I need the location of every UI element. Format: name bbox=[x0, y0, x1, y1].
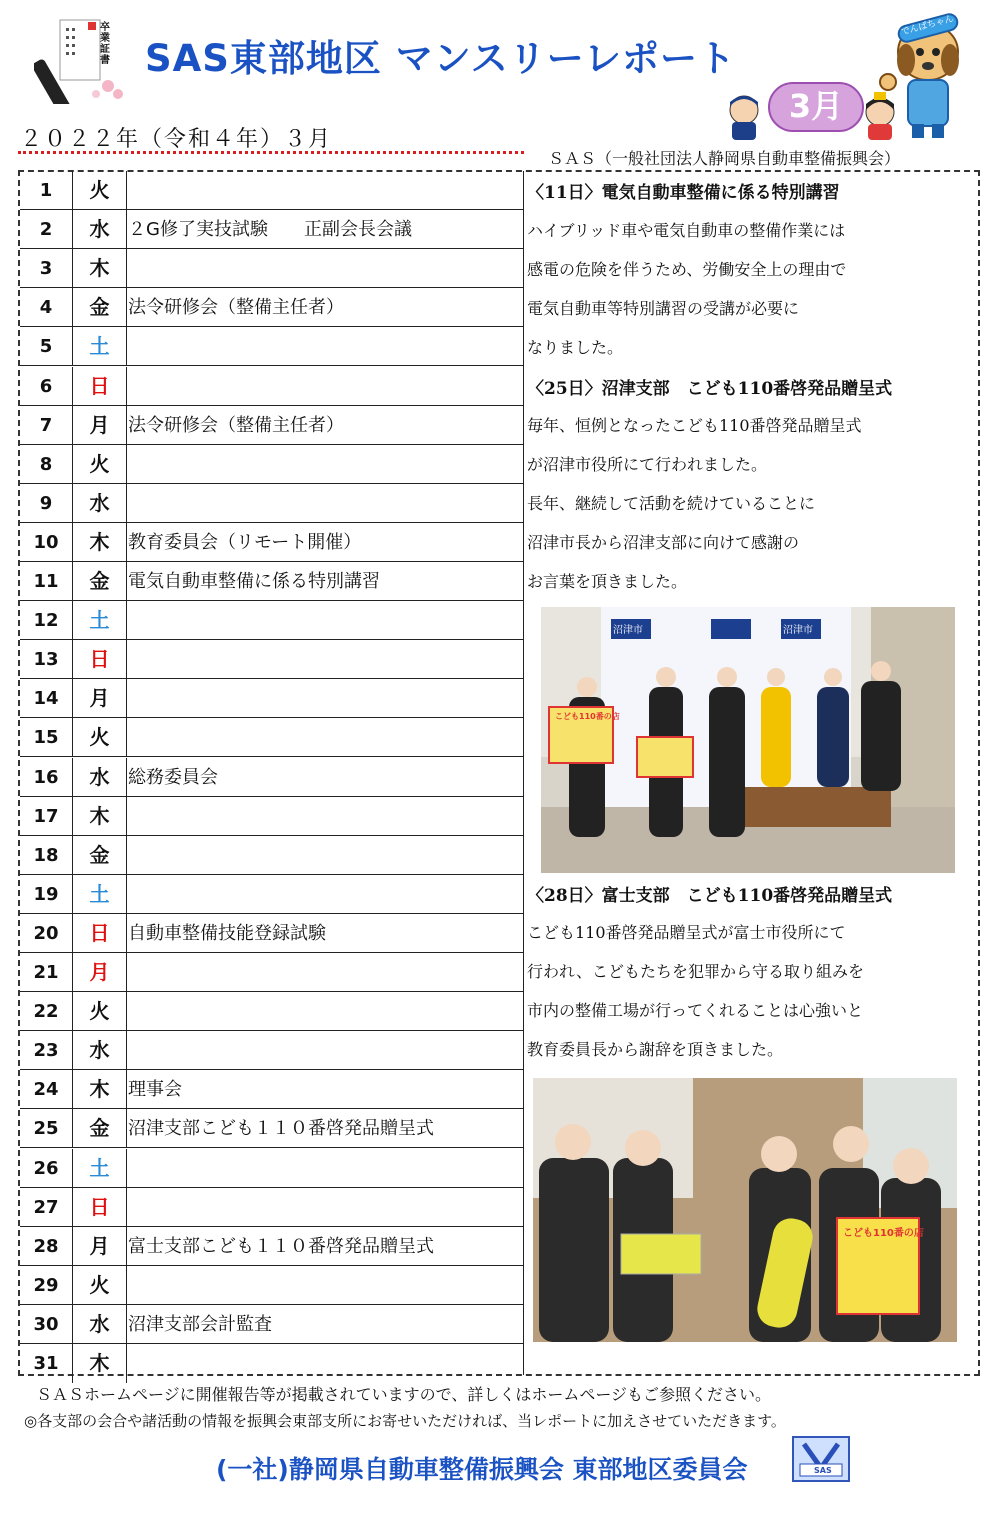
photo1-backdrop-text: 沼津市 bbox=[613, 625, 643, 636]
report-heading-28: 〈28日〉富士支部 こども110番啓発品贈呈式 bbox=[527, 886, 893, 906]
calendar-event bbox=[128, 1031, 524, 1070]
calendar-event bbox=[128, 484, 524, 523]
calendar-row bbox=[20, 484, 524, 523]
calendar-event: ２G修了実技試験 正副会長会議 bbox=[128, 219, 412, 241]
footer-note-1: ＳＡＳホームページに開催報告等が掲載されていますので、詳しくはホームページもご参照ください。 bbox=[36, 1385, 772, 1404]
calendar-day-number: 10 bbox=[20, 523, 73, 562]
calendar-event bbox=[128, 1149, 524, 1188]
mascot-sign: でんぱちゃん bbox=[900, 14, 955, 38]
calendar-event bbox=[128, 718, 524, 757]
calendar-day-number: 26 bbox=[20, 1149, 73, 1188]
calendar-day-number: 21 bbox=[20, 953, 73, 992]
calendar-event bbox=[128, 1344, 524, 1383]
calendar-weekday: 火 bbox=[73, 718, 127, 757]
calendar-weekday: 土 bbox=[73, 1149, 127, 1188]
calendar-row bbox=[20, 288, 524, 327]
calendar-row bbox=[20, 249, 524, 288]
calendar-event: 自動車整備技能登録試験 bbox=[128, 922, 326, 944]
calendar-day-number: 23 bbox=[20, 1031, 73, 1070]
calendar-day-number: 12 bbox=[20, 601, 73, 640]
calendar-event: 法令研修会（整備主任者） bbox=[128, 297, 344, 319]
calendar-row bbox=[20, 1227, 524, 1266]
numazu-ceremony-photo bbox=[541, 607, 955, 873]
calendar-row bbox=[20, 758, 524, 797]
report-text-line: お言葉を頂きました。 bbox=[527, 572, 688, 591]
calendar-weekday: 木 bbox=[73, 797, 127, 836]
calendar-weekday: 火 bbox=[73, 445, 127, 484]
calendar-event bbox=[128, 1266, 524, 1305]
calendar-day-number: 28 bbox=[20, 1227, 73, 1266]
calendar-row bbox=[20, 875, 524, 914]
calendar-row bbox=[20, 1266, 524, 1305]
calendar-weekday: 水 bbox=[73, 484, 127, 523]
calendar-row bbox=[20, 406, 524, 445]
calendar-event bbox=[128, 1188, 524, 1227]
calendar-day-number: 6 bbox=[20, 367, 73, 406]
calendar-event: 総務委員会 bbox=[128, 766, 218, 788]
month-badge: 3月 bbox=[768, 82, 864, 132]
calendar-day-number: 5 bbox=[20, 327, 73, 366]
calendar-day-number: 29 bbox=[20, 1266, 73, 1305]
calendar-row bbox=[20, 679, 524, 718]
calendar-weekday: 火 bbox=[73, 992, 127, 1031]
calendar-row bbox=[20, 1070, 524, 1109]
calendar-day-number: 3 bbox=[20, 249, 73, 288]
report-heading-25: 〈25日〉沼津支部 こども110番啓発品贈呈式 bbox=[527, 379, 893, 399]
calendar-weekday: 火 bbox=[73, 171, 127, 210]
calendar-row bbox=[20, 992, 524, 1031]
calendar-row bbox=[20, 523, 524, 562]
calendar-row bbox=[20, 367, 524, 406]
calendar-day-number: 15 bbox=[20, 718, 73, 757]
calendar-event bbox=[128, 836, 524, 875]
calendar-event bbox=[128, 601, 524, 640]
report-text-line: なりました。 bbox=[527, 338, 624, 357]
calendar-day-number: 31 bbox=[20, 1344, 73, 1383]
calendar-day-number: 8 bbox=[20, 445, 73, 484]
calendar-weekday: 日 bbox=[73, 640, 127, 679]
organization-label: ＳＡＳ（一般社団法人静岡県自動車整備振興会） bbox=[548, 149, 901, 168]
calendar-event: 沼津支部こども１１０番啓発品贈呈式 bbox=[128, 1118, 434, 1140]
calendar-event bbox=[128, 992, 524, 1031]
calendar-row bbox=[20, 1344, 524, 1383]
calendar-day-number: 24 bbox=[20, 1070, 73, 1109]
calendar-weekday: 木 bbox=[73, 523, 127, 562]
calendar-row bbox=[20, 914, 524, 953]
calendar-event: 富士支部こども１１０番啓発品贈呈式 bbox=[128, 1235, 434, 1257]
calendar-event bbox=[128, 953, 524, 992]
calendar-weekday: 月 bbox=[73, 1227, 127, 1266]
calendar-day-number: 18 bbox=[20, 836, 73, 875]
calendar-row bbox=[20, 953, 524, 992]
calendar-divider bbox=[523, 171, 524, 1375]
calendar-weekday: 月 bbox=[73, 679, 127, 718]
calendar-day-number: 30 bbox=[20, 1305, 73, 1344]
calendar-event: 沼津支部会計監査 bbox=[128, 1313, 272, 1335]
calendar-weekday: 金 bbox=[73, 836, 127, 875]
calendar-row bbox=[20, 562, 524, 601]
report-text-line: 行われ、こどもたちを犯罪から守る取り組みを bbox=[527, 962, 864, 981]
calendar-weekday: 水 bbox=[73, 1305, 127, 1344]
report-text-line: 市内の整備工場が行ってくれることは心強いと bbox=[527, 1001, 864, 1020]
calendar-day-number: 19 bbox=[20, 875, 73, 914]
photo2-sign-text: こども110番の店 bbox=[843, 1228, 924, 1239]
calendar-event bbox=[128, 797, 524, 836]
calendar-day-number: 13 bbox=[20, 640, 73, 679]
calendar-event: 教育委員会（リモート開催） bbox=[128, 531, 362, 553]
calendar-row bbox=[20, 1031, 524, 1070]
calendar-event bbox=[128, 679, 524, 718]
calendar-weekday: 月 bbox=[73, 406, 127, 445]
calendar-row bbox=[20, 1188, 524, 1227]
calendar-weekday: 水 bbox=[73, 210, 127, 249]
report-text-line: 教育委員長から謝辞を頂きました。 bbox=[527, 1040, 784, 1059]
calendar-day-number: 22 bbox=[20, 992, 73, 1031]
calendar-event bbox=[128, 367, 524, 406]
calendar-weekday: 火 bbox=[73, 1266, 127, 1305]
calendar-event bbox=[128, 445, 524, 484]
calendar-weekday: 金 bbox=[73, 1109, 127, 1148]
calendar-weekday: 水 bbox=[73, 1031, 127, 1070]
header-divider bbox=[18, 151, 524, 154]
footer-note-2: ◎各支部の会合や諸活動の情報を振興会東部支所にお寄せいただければ、当レポートに加えさせていただきます。 bbox=[24, 1412, 786, 1430]
report-text-line: こども110番啓発品贈呈式が富士市役所にて bbox=[527, 923, 846, 942]
calendar-row bbox=[20, 797, 524, 836]
calendar-event: 理事会 bbox=[128, 1079, 182, 1101]
calendar-event bbox=[128, 327, 524, 366]
calendar-row bbox=[20, 836, 524, 875]
calendar-row bbox=[20, 601, 524, 640]
calendar-day-number: 4 bbox=[20, 288, 73, 327]
calendar-weekday: 日 bbox=[73, 367, 127, 406]
calendar-event bbox=[128, 640, 524, 679]
photo1-backdrop-text: 沼津市 bbox=[783, 625, 813, 636]
photo1-sign-text: こども110番の店 bbox=[555, 712, 620, 721]
calendar-weekday: 土 bbox=[73, 327, 127, 366]
calendar-event: 電気自動車整備に係る特別講習 bbox=[128, 571, 380, 592]
report-text-line: 電気自動車等特別講習の受講が必要に bbox=[527, 299, 800, 318]
boy-character-icon bbox=[722, 92, 766, 142]
calendar-weekday: 土 bbox=[73, 875, 127, 914]
report-text-line: 感電の危険を伴うため、労働安全上の理由で bbox=[527, 260, 847, 279]
report-text-line: が沼津市役所にて行われました。 bbox=[527, 455, 768, 474]
calendar-weekday: 日 bbox=[73, 914, 127, 953]
fuji-ceremony-photo bbox=[533, 1078, 957, 1342]
calendar-day-number: 1 bbox=[20, 171, 73, 210]
calendar-weekday: 金 bbox=[73, 562, 127, 601]
calendar-event bbox=[128, 875, 524, 914]
footer-organization: (一社)静岡県自動車整備振興会 東部地区委員会 bbox=[216, 1455, 748, 1484]
sas-logo-icon bbox=[792, 1436, 850, 1482]
calendar-row bbox=[20, 1109, 524, 1148]
calendar-row bbox=[20, 171, 524, 210]
calendar-event bbox=[128, 171, 524, 210]
calendar-row bbox=[20, 327, 524, 366]
girl-character-icon bbox=[858, 92, 902, 142]
calendar-row bbox=[20, 445, 524, 484]
calendar-day-number: 25 bbox=[20, 1109, 73, 1148]
calendar-weekday: 土 bbox=[73, 601, 127, 640]
page-title: SAS東部地区 マンスリーレポート bbox=[145, 37, 736, 80]
report-heading-11: 〈11日〉電気自動車整備に係る特別講習 bbox=[527, 183, 840, 203]
calendar-day-number: 27 bbox=[20, 1188, 73, 1227]
report-text-line: 長年、継続して活動を続けていることに bbox=[527, 494, 816, 513]
calendar-event bbox=[128, 249, 524, 288]
sas-logo-text: SAS bbox=[814, 1466, 832, 1475]
calendar-row bbox=[20, 718, 524, 757]
calendar-weekday: 木 bbox=[73, 1344, 127, 1383]
calendar-weekday: 月 bbox=[73, 953, 127, 992]
report-text-line: 毎年、恒例となったこども110番啓発品贈呈式 bbox=[527, 416, 862, 435]
calendar-day-number: 16 bbox=[20, 758, 73, 797]
report-date: ２０２２年（令和４年）３月 bbox=[20, 127, 333, 152]
report-text-line: ハイブリッド車や電気自動車の整備作業には bbox=[527, 221, 846, 240]
calendar-row bbox=[20, 1305, 524, 1344]
calendar-weekday: 木 bbox=[73, 249, 127, 288]
diploma-seal-text: 卒 業 証 書 bbox=[100, 22, 110, 66]
calendar-day-number: 11 bbox=[20, 562, 73, 601]
calendar-day-number: 2 bbox=[20, 210, 73, 249]
calendar-day-number: 7 bbox=[20, 406, 73, 445]
calendar-weekday: 日 bbox=[73, 1188, 127, 1227]
calendar-day-number: 20 bbox=[20, 914, 73, 953]
calendar-row bbox=[20, 1149, 524, 1188]
calendar-weekday: 水 bbox=[73, 758, 127, 797]
calendar-event: 法令研修会（整備主任者） bbox=[128, 414, 344, 436]
calendar-day-number: 14 bbox=[20, 679, 73, 718]
calendar-row bbox=[20, 640, 524, 679]
calendar-row bbox=[20, 210, 524, 249]
calendar-weekday: 木 bbox=[73, 1070, 127, 1109]
calendar-day-number: 17 bbox=[20, 797, 73, 836]
report-text-line: 沼津市長から沼津支部に向けて感謝の bbox=[527, 533, 800, 552]
calendar-day-number: 9 bbox=[20, 484, 73, 523]
calendar-weekday: 金 bbox=[73, 288, 127, 327]
